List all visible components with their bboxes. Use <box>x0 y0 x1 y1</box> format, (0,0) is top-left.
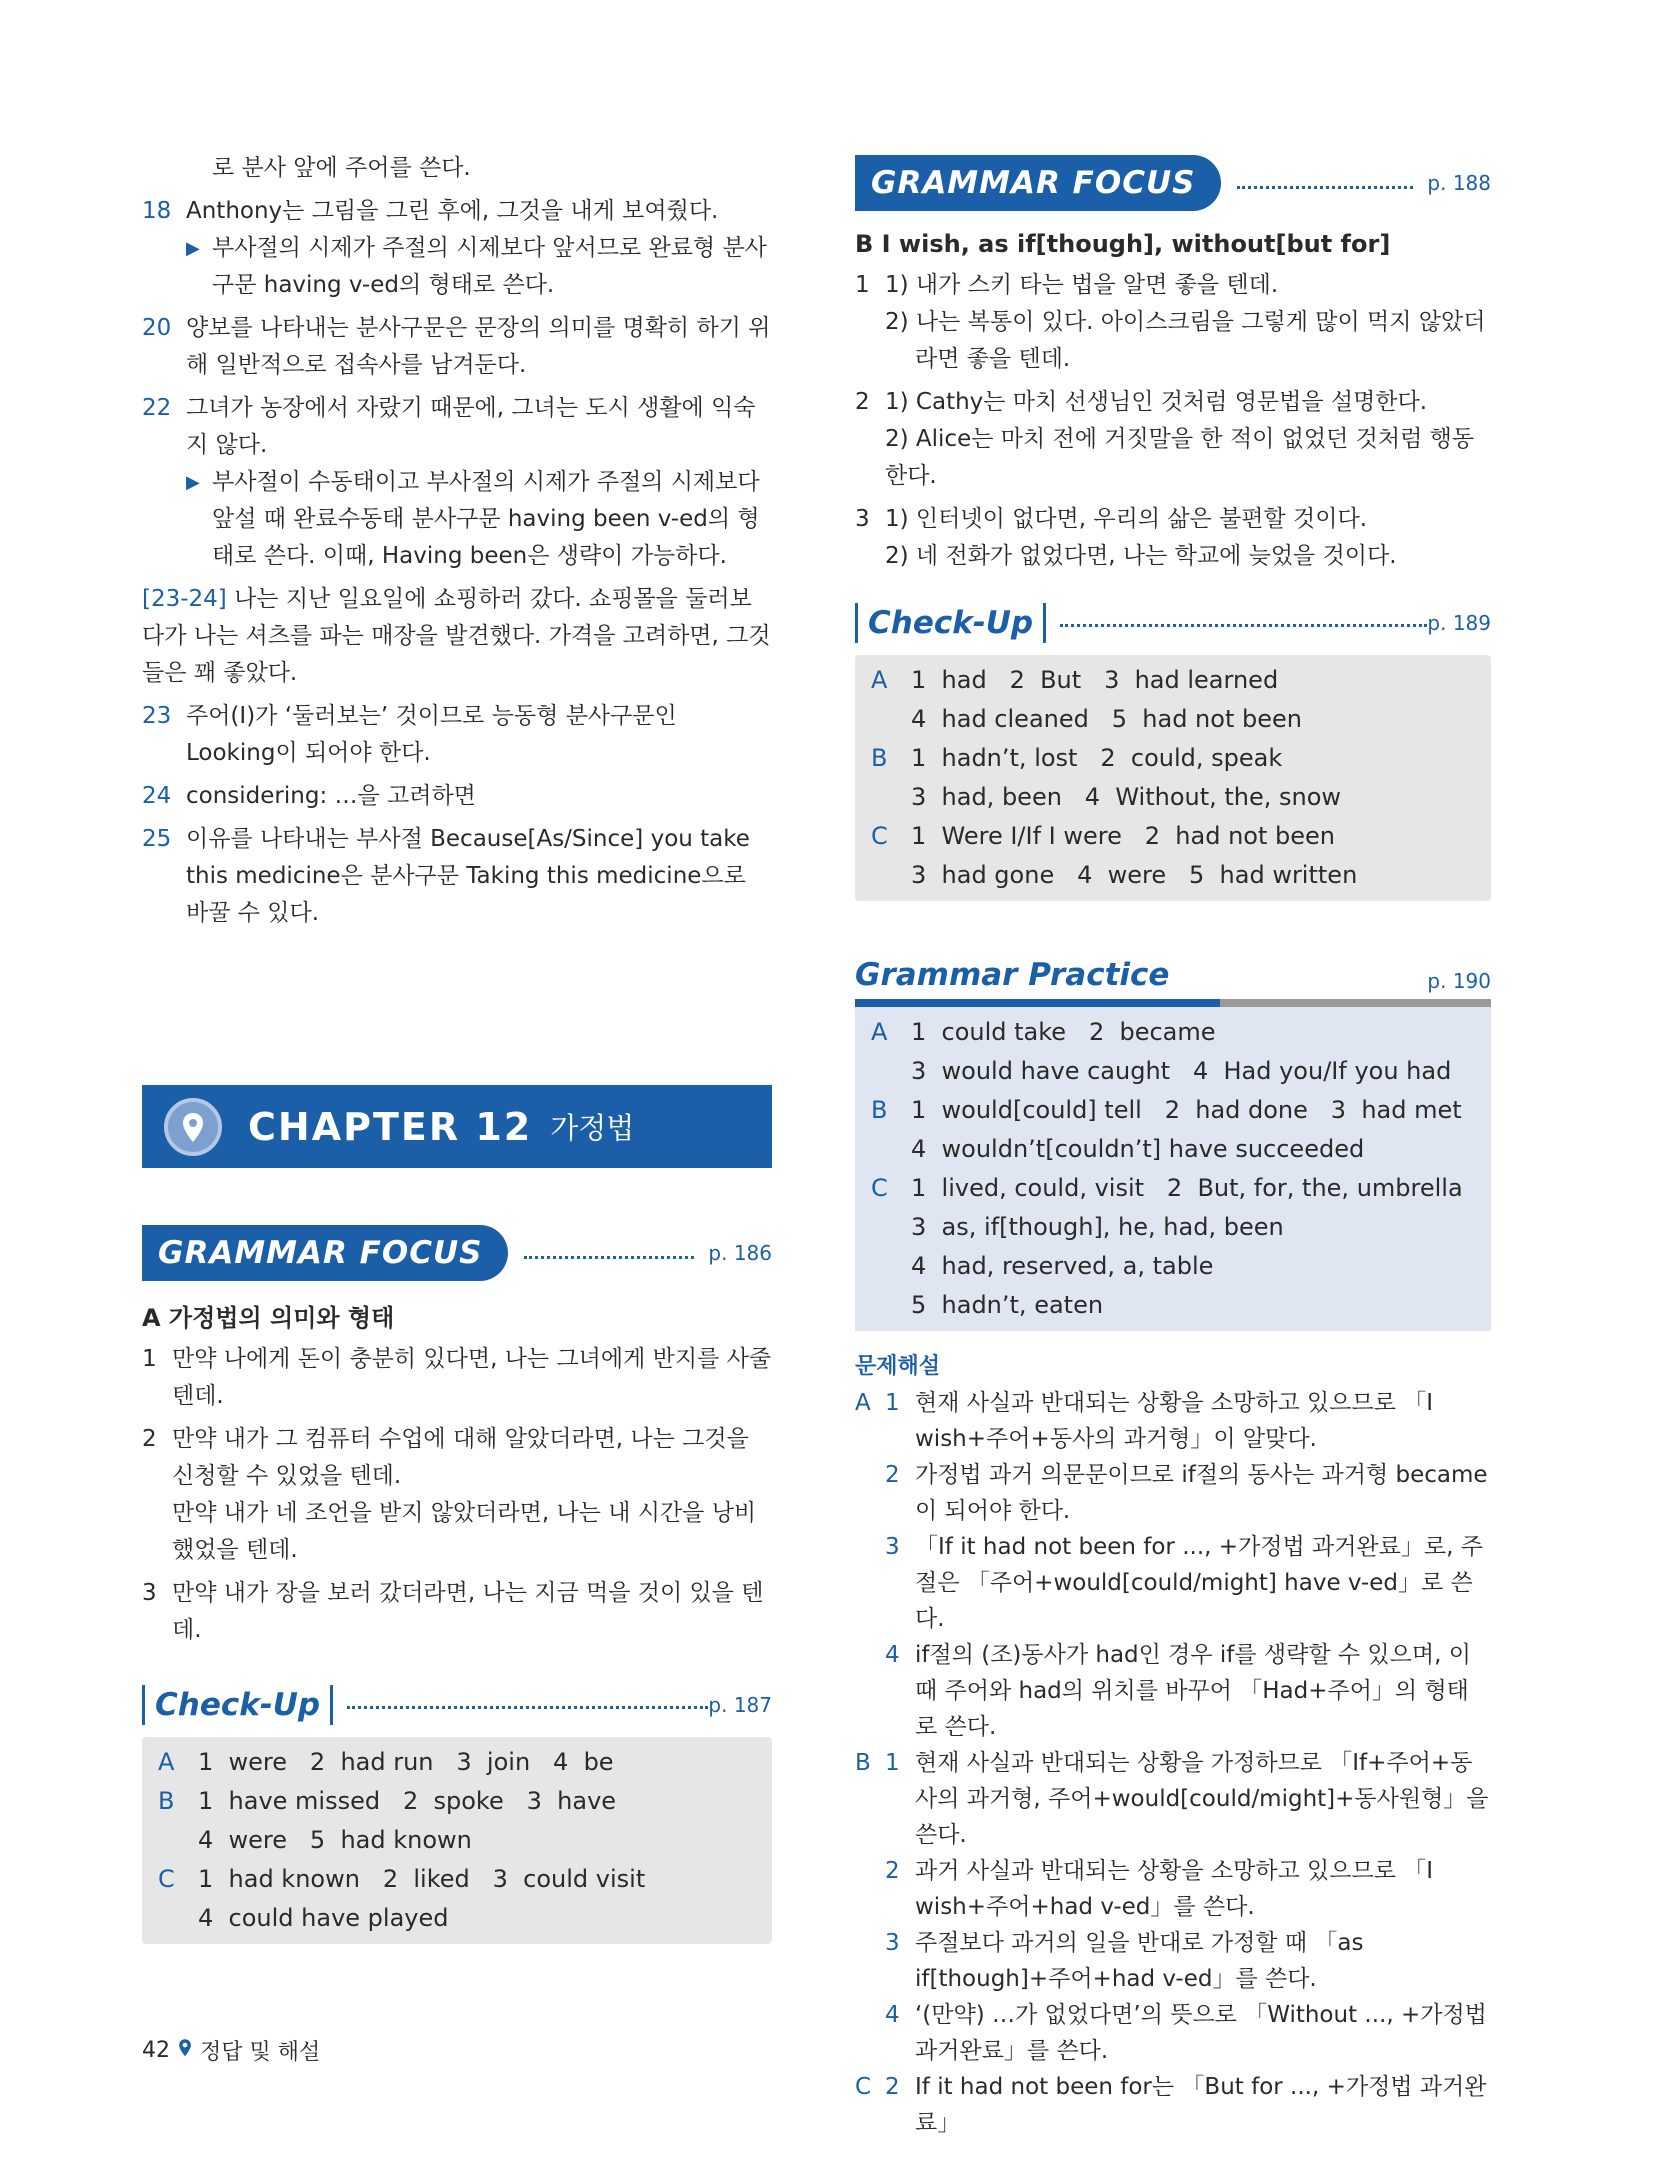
list-item: 2 1) Cathy는 마치 선생님인 것처럼 영문법을 설명한다. 2) Alice는 마치 전에 거짓말을 한 적이 없었던 것처럼 행동한다. <box>855 389 1475 489</box>
list-item: B 1 현재 사실과 반대되는 상황을 가정하므로 「If+주어+동사의 과거형, 주어+would[could/might]+동사원형」을 쓴다. <box>855 1750 1489 1848</box>
section-header <box>855 155 1491 211</box>
answer-row: 5 hadn’t, eaten <box>911 1291 1104 1319</box>
chapter-banner <box>142 1085 772 1168</box>
answer-row: C 1 had known 2 liked 3 could visit <box>158 1865 646 1893</box>
list-item: 18 Anthony는 그림을 그린 후에, 그것을 내게 보여줬다. <box>142 198 719 224</box>
list-item: 3 1) 인터넷이 없다면, 우리의 삶은 불편할 것이다. 2) 네 전화가 없었다면, 나는 학교에 늦었을 것이다. <box>855 506 1397 569</box>
list-item: 23 주어(I)가 ‘둘러보는’ 것이므로 능동형 분사구문인 Looking이 되어야 한다. <box>142 703 677 766</box>
note-line: ▶ 부사절이 수동태이고 부사절의 시제가 주절의 시제보다 앞설 때 완료수동태 분사구문 having been v-ed의 형태로 쓴다. 이때, Having been은 생략이 가능하다. <box>142 464 772 575</box>
page-ref: p. 189 <box>1427 611 1491 635</box>
page-ref: p. 186 <box>708 1241 772 1265</box>
chapter-label: CHAPTER 12 <box>248 1104 533 1149</box>
answer-row: 4 wouldn’t[couldn’t] have succeeded <box>911 1135 1365 1163</box>
explanation-list <box>855 1385 1491 2141</box>
answer-row: A 1 could take 2 became <box>871 1018 1216 1046</box>
answer-row: 3 had, been 4 Without, the, snow <box>911 783 1342 811</box>
divider <box>855 999 1491 1007</box>
section-title: B I wish, as if[though], without[but for] <box>855 230 1391 258</box>
page-ref: p. 188 <box>1427 171 1491 195</box>
map-pin-icon <box>164 1098 222 1156</box>
right-column <box>855 155 1491 2141</box>
list-item: 1 만약 나에게 돈이 충분히 있다면, 나는 그녀에게 반지를 사줄 텐데. <box>142 1346 772 1409</box>
list-item: 22 그녀가 농장에서 자랐기 때문에, 그녀는 도시 생활에 익숙지 않다. <box>142 395 756 458</box>
list-item: 1 1) 내가 스키 타는 법을 알면 좋을 텐데. 2) 나는 복통이 있다. 아이스크림을 그렇게 많이 먹지 않았더라면 좋을 텐데. <box>855 272 1486 372</box>
grammar-practice <box>855 951 1491 1331</box>
answer-row: A 1 were 2 had run 3 join 4 be <box>158 1748 614 1776</box>
dotted-leader <box>1060 624 1427 627</box>
section-header <box>142 1225 772 1281</box>
dotted-leader <box>524 1256 694 1259</box>
list-item: 2 가정법 과거 의문문이므로 if절의 동사는 과거형 became이 되어야 한다. <box>885 1462 1488 1524</box>
answer-row: 3 would have caught 4 Had you/If you had <box>911 1057 1452 1085</box>
list-item: 3 「If it had not been for ..., +가정법 과거완료」로, 주절은 「주어+would[could/might] have v-ed」로 쓴다. <box>885 1534 1483 1632</box>
answer-row: B 1 hadn’t, lost 2 could, speak <box>871 744 1283 772</box>
check-up-title: Check-Up <box>868 605 1034 641</box>
list-item: C 2 If it had not been for는 「But for ..., +가정법 과거완료」 <box>855 2074 1487 2136</box>
answer-row: B 1 have missed 2 spoke 3 have <box>158 1787 617 1815</box>
list-item: 4 if절의 (조)동사가 had인 경우 if를 생략할 수 있으며, 이때 주어와 had의 위치를 바꾸어 「Had+주어」의 형태로 쓴다. <box>885 1642 1471 1740</box>
left-column <box>142 150 772 932</box>
grammar-focus-title: GRAMMAR FOCUS <box>142 1225 508 1281</box>
answer-row: B 1 would[could] tell 2 had done 3 had met <box>871 1096 1462 1124</box>
list-item: 24 considering: …을 고려하면 <box>142 783 476 809</box>
page-ref: p. 187 <box>708 1693 772 1717</box>
dotted-leader <box>347 1706 708 1709</box>
list-item: 4 ‘(만약) …가 없었다면’의 뜻으로 「Without ..., +가정법 과거완료」를 쓴다. <box>885 2002 1487 2064</box>
list-item: 3 만약 내가 장을 보러 갔더라면, 나는 지금 먹을 것이 있을 텐데. <box>142 1580 764 1643</box>
answer-box <box>142 1737 772 1944</box>
list-item: 2 과거 사실과 반대되는 상황을 소망하고 있으므로 「I wish+주어+had v-ed」를 쓴다. <box>885 1858 1434 1920</box>
answer-row: 3 had gone 4 were 5 had written <box>911 861 1358 889</box>
note-line: ▶ 부사절의 시제가 주절의 시제보다 앞서므로 완료형 분사구문 having v-ed의 형태로 쓴다. <box>142 230 772 304</box>
answer-row: A 1 had 2 But 3 had learned <box>871 666 1279 694</box>
arrow-icon: ▶ <box>186 472 200 493</box>
answer-row: C 1 Were I/If I were 2 had not been <box>871 822 1335 850</box>
answer-box <box>855 655 1491 901</box>
grammar-focus-title: GRAMMAR FOCUS <box>855 155 1221 211</box>
arrow-icon: ▶ <box>186 238 200 259</box>
answer-row: 4 had cleaned 5 had not been <box>911 705 1302 733</box>
answer-row: 4 had, reserved, a, table <box>911 1252 1214 1280</box>
section-header <box>855 951 1491 993</box>
answer-box <box>855 1007 1491 1331</box>
answer-row: C 1 lived, could, visit 2 But, for, the, umbrella <box>871 1174 1463 1202</box>
map-pin-icon <box>178 2038 192 2064</box>
answer-row: 3 as, if[though], he, had, been <box>911 1213 1284 1241</box>
list-item: 25 이유를 나타내는 부사절 Because[As/Since] you take this medicine은 분사구문 Taking this medicine으로 바꿀 수 있다. <box>142 826 750 926</box>
section-header <box>142 1683 772 1727</box>
answer-row: 4 were 5 had known <box>198 1826 472 1854</box>
grammar-practice-title: Grammar Practice <box>855 957 1170 993</box>
list-item: 20 양보를 나타내는 분사구문은 문장의 의미를 명확히 하기 위해 일반적으로 접속사를 남겨둔다. <box>142 315 771 378</box>
intro-line: 로 분사 앞에 주어를 쓴다. <box>212 155 471 181</box>
explanation-title: 문제해설 <box>855 1354 941 1379</box>
dotted-leader <box>1237 186 1413 189</box>
list-item: 2 만약 내가 그 컴퓨터 수업에 대해 알았더라면, 나는 그것을 신청할 수 있었을 텐데. 만약 내가 네 조언을 받지 않았더라면, 나는 내 시간을 낭비했었을 텐데. <box>142 1426 757 1563</box>
answer-row: 4 could have played <box>198 1904 449 1932</box>
grammar-focus-left <box>142 1225 772 1944</box>
passage-intro: [23-24] 나는 지난 일요일에 쇼핑하러 갔다. 쇼핑몰을 둘러보다가 나는 셔츠를 파는 매장을 발견했다. 가격을 고려하면, 그것들은 꽤 좋았다. <box>142 586 771 686</box>
check-up-title: Check-Up <box>155 1687 321 1723</box>
list-item: 3 주절보다 과거의 일을 반대로 가정할 때 「as if[though]+주어+had v-ed」를 쓴다. <box>885 1930 1364 1992</box>
footer-text: 정답 및 해설 <box>200 2040 321 2065</box>
chapter-title: 가정법 <box>550 1111 635 1145</box>
page-ref: p. 190 <box>1427 969 1491 993</box>
section-header <box>855 601 1491 645</box>
list-item: A 1 현재 사실과 반대되는 상황을 소망하고 있으므로 「I wish+주어+동사의 과거형」이 알맞다. <box>855 1390 1434 1452</box>
page-number: 42 <box>142 2038 170 2063</box>
section-title: A 가정법의 의미와 형태 <box>142 1304 395 1332</box>
page-footer <box>142 2035 320 2066</box>
